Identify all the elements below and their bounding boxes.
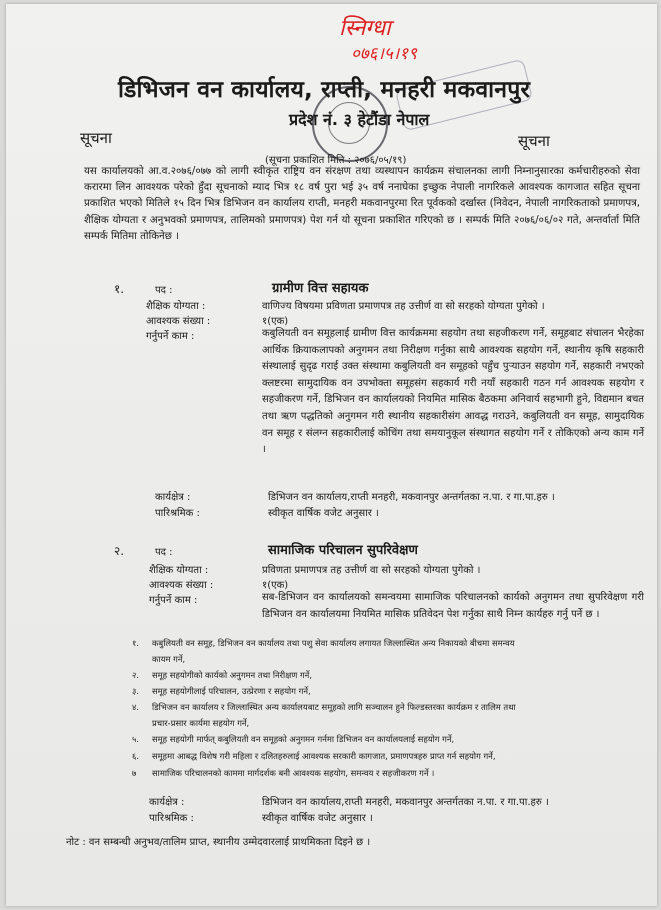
position-2-count-label: आवश्यक संख्या : bbox=[149, 580, 214, 591]
task-text: समूहमा आबद्ध विशेष गरी महिला र दलितहरुलाई आवश्यक सरकारी कागजात, प्रमाणपत्रहरु प्राप्त गर्न सहयोग गर्ने, bbox=[152, 751, 496, 761]
handwritten-date: ०७६।५।१९ bbox=[351, 44, 417, 64]
task-text: सामाजिक परिचालनको काममा मार्गदर्शक बनी आवश्यक सहयोग, समन्वय र सहजीकरण गर्ने । bbox=[152, 768, 435, 778]
position-2-workarea: डिभिजन वन कार्यालय,राप्ती मनहरी, मकवानपुर अन्तर्गतका न.पा. र गा.पा.हरु । bbox=[262, 797, 549, 808]
position-2-workarea-label: कार्यक्षेत्र : bbox=[149, 797, 185, 808]
position-1-number: १. bbox=[114, 282, 125, 296]
position-2-duties: सब-डिभिजन वन कार्यालयको समन्वयमा सामाजिक परिचालनको कार्यको अनुगमन तथा सुपरिवेक्षण गरी डिभिजन वन कार्यालयमा नियमित मासिक प्रतिवेदन पेश गर्नुका साथै निम्न कार्यहरु गर्नु पर्ने छ । bbox=[262, 592, 644, 620]
task-text: समूह सहयोगीलाई परिचालन, उत्प्रेरणा र सहयोग गर्ने, bbox=[152, 686, 311, 696]
task-text: कायम गर्ने, bbox=[152, 654, 186, 664]
task-number: ५. bbox=[132, 734, 140, 744]
position-1-post-label: पद : bbox=[155, 285, 173, 296]
position-2-number: २. bbox=[114, 544, 125, 558]
position-1-remuneration: स्वीकृत वार्षिक वजेट अनुसार । bbox=[268, 508, 379, 519]
position-2-duties-label: गर्नुपर्ने काम : bbox=[149, 595, 198, 606]
position-1-remuneration-label: पारिश्रमिक : bbox=[155, 508, 200, 519]
notice-page bbox=[6, 4, 657, 906]
notice-heading-right: सूचना bbox=[518, 132, 550, 150]
task-number: १. bbox=[132, 638, 140, 648]
intro-paragraph: यस कार्यालयको आ.व.२०७६/०७७ को लागी स्वीकृत राष्ट्रिय वन संरक्षण तथा व्यस्थापन कार्यक्रम संचालनका लागी निम्नानुसारका कर्मचारीहरुको सेवा करारमा लिन आवश्यक परेको हुँदा सूचनाको म्याद भित्र १८ वर्ष पुरा भई ३५ वर्ष ननाघेका इच्छुक नेपाली नागरिकले आवश्यक कागजात सहित सूचना प्रकाशित भएको मितिले १५ दिन भित्र डिभिजन वन कार्यालय राप्ती, मनहरी मकवानपुरमा रित पूर्वकको दर्खास्त (निवेदन, नेपाली नागरिकताको प्रमाणपत्र, शैक्षिक योग्यता र अनुभवको प्रमाणपत्र, तालिमको प्रमाणपत्र) पेश गर्न यो सूचना प्रकाशित गरिएको छ । सम्पर्क मिति २०७६/०६/०२ गते, अन्तर्वार्ता मिति सम्पर्क मितिमा तोकिनेछ । bbox=[84, 166, 640, 242]
position-2-title: सामाजिक परिचालन सुपरिवेक्षण bbox=[268, 543, 418, 558]
task-number: ३. bbox=[132, 686, 140, 696]
task-text: कबुलियती वन समूह, डिभिजन वन कार्यालय तथा पशु सेवा कार्यालय लगायत जिल्लास्थित अन्य निकायको बीचमा समन्वय bbox=[152, 638, 515, 648]
position-1-count-label: आवश्यक संख्या : bbox=[146, 316, 211, 327]
handwritten-signature: स्निग्धा bbox=[339, 16, 391, 41]
task-number: ६. bbox=[132, 751, 140, 761]
position-2-qualification-label: शैक्षिक योग्यता : bbox=[149, 565, 209, 576]
position-2-remuneration-label: पारिश्रमिक : bbox=[149, 813, 194, 824]
position-2-count: १(एक) bbox=[262, 580, 289, 591]
position-1-qualification: वाणिज्य विषयमा प्रविणता प्रमाणपत्र तह उत्तीर्ण वा सो सरहको योग्यता पुगेको । bbox=[262, 301, 545, 312]
position-2-post-label: पद : bbox=[155, 547, 173, 558]
task-text: डिभिजन वन कार्यालय र जिल्लास्थित अन्य कार्यालयबाट समूहको लागि सञ्चालन हुने फिल्डस्तरका कार्यक्रम र तालिम तथा bbox=[152, 702, 516, 712]
position-1-workarea-label: कार्यक्षेत्र : bbox=[155, 492, 191, 503]
position-1-qualification-label: शैक्षिक योग्यता : bbox=[146, 301, 206, 312]
office-title: डिभिजन वन कार्यालय, राप्ती, मनहरी मकवानपुर bbox=[118, 77, 531, 103]
task-text: समूह सहयोगीको कार्यको अनुगमन तथा निरीक्षण गर्ने, bbox=[152, 670, 312, 680]
task-text: समूह सहयोगी मार्फत् कबुलियती वन समूहको अनुगमन गर्नमा डिभिजन वन कार्यालयलाई सहयोग गर्ने, bbox=[152, 734, 455, 744]
position-1-workarea: डिभिजन वन कार्यालय,राप्ती मनहरी, मकवानपुर अन्तर्गतका न.पा. र गा.पा.हरु । bbox=[268, 492, 555, 503]
position-1-duties: कबुलियती वन समूहलाई ग्रामीण वित्त कार्यक्रममा सहयोग तथा सहजीकरण गर्ने, समूहबाट संचालन भैरहेका आर्थिक क्रियाकलापको अनुगमन तथा निरीक्षण गर्नुका साथै आवश्यक सहयोग गर्ने, स्थानीय कृषि सहकारी संस्थालाई सुदृढ गराई उक्त संस्थामा कबुलियती वन समूहको पहुँच पुऱ्याउन सहयोग गर्ने, सहकारी नभएको क्लष्टरमा सामुदायिक वन उपभोक्ता समूहसंग सहकार्य गरी नयाँ सहकारी गठन गर्न आवश्यक सहयोग र सहजीकरण गर्ने, डिभिजन वन कार्यालयको नियमित मासिक बैठकमा अनिवार्य सहभागी हुने, विद्यमान बचत तथा ऋण पद्धतिको अनुगमन गरी स्थानीय सहकारीसंग आवद्ध गराउने, कबुलियती वन समूह, सामुदायिक वन समूह र संलग्न सहकारीलाई कोचिंग तथा समयानुकूल संस्थागत सहयोग गर्ने र तोकिएको अन्य काम गर्ने । bbox=[262, 328, 644, 456]
footnote: नोट : वन सम्बन्धी अनुभव/तालिम प्राप्त, स्थानीय उम्मेदवारलाई प्राथमिकता दिइने छ । bbox=[66, 837, 371, 848]
position-1-duties-label: गर्नुपर्ने काम : bbox=[146, 331, 195, 342]
position-1-count: १(एक) bbox=[262, 316, 289, 327]
notice-heading-left: सूचना bbox=[80, 129, 112, 147]
notice-publish-date: (सूचना प्रकाशित मिति : २०७६/०५/१९) bbox=[265, 155, 407, 166]
office-subtitle: प्रदेश नं. ३ हेटौंडा नेपाल bbox=[289, 110, 430, 129]
task-text: प्रचार-प्रसार कार्यमा सहयोग गर्ने, bbox=[152, 718, 250, 728]
task-number: २. bbox=[132, 670, 140, 680]
position-1-title: ग्रामीण वित्त सहायक bbox=[272, 281, 369, 296]
task-number: ४. bbox=[132, 702, 140, 712]
task-number: ७ bbox=[132, 768, 137, 778]
position-2-qualification: प्रविणता प्रमाणपत्र तह उत्तीर्ण वा सो सरहको योग्यता पुगेको । bbox=[262, 565, 481, 576]
position-2-remuneration: स्वीकृत वार्षिक वजेट अनुसार । bbox=[262, 813, 373, 824]
